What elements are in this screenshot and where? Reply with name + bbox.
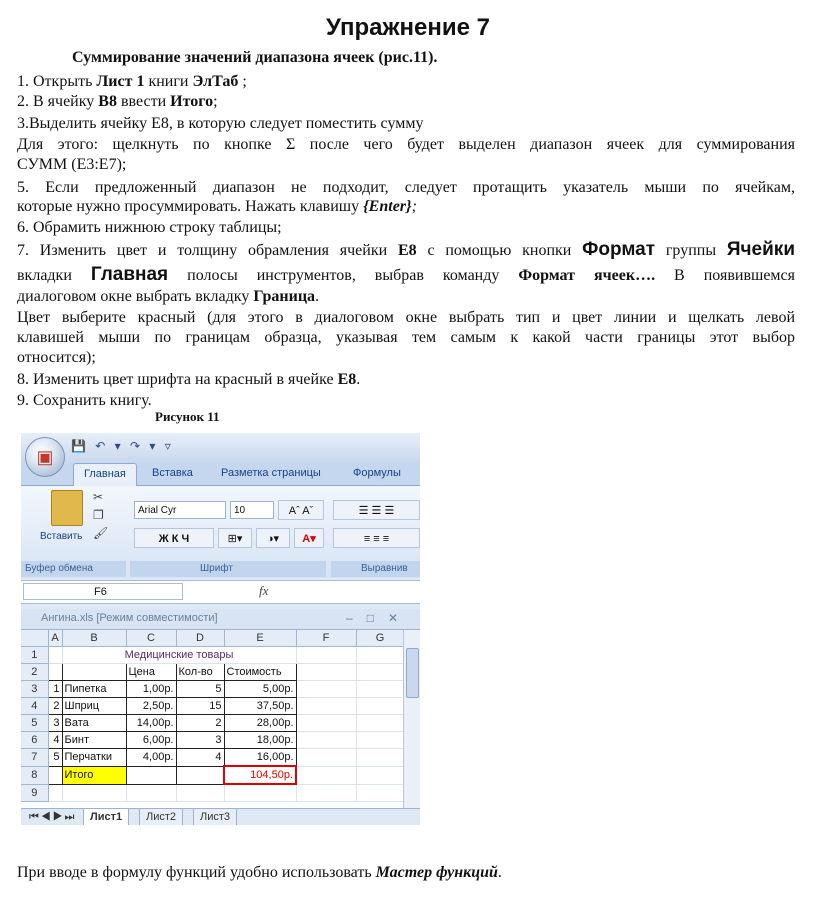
table-row (21, 749, 404, 767)
tab-insert[interactable]: Вставка (152, 467, 193, 479)
step-3-detail-line-2: СУММ (Е3:Е7); (17, 156, 127, 173)
cell[interactable]: 5,00р. (224, 681, 296, 698)
row-header[interactable]: 6 (21, 732, 48, 749)
tab-home[interactable]: Главная (73, 463, 137, 489)
paste-icon[interactable] (51, 490, 83, 526)
total-value-cell[interactable]: 104,50р. (224, 766, 296, 784)
cell[interactable] (356, 664, 404, 681)
fx-icon[interactable]: fx (259, 583, 269, 598)
figure-caption: Рисунок 11 (155, 409, 220, 424)
font-size-select[interactable]: 10 (230, 501, 274, 519)
copy-icon[interactable]: ❐ (93, 508, 104, 522)
footer-note: При вводе в формулу функций удобно использовать Мастер функций. (17, 864, 502, 881)
formula-bar (21, 580, 420, 604)
header-cell[interactable]: Стоимость (224, 664, 296, 681)
ribbon (21, 486, 420, 578)
worksheet[interactable] (21, 630, 420, 808)
cell[interactable] (296, 784, 356, 802)
exercise-title: Упражнение 7 (326, 14, 490, 41)
step-7-color-line-2: клавишей мыши по границам образца, указывая тем самым к какой части границы этот выбор (17, 329, 795, 346)
grow-shrink-font-button[interactable]: Aˆ Aˇ (278, 500, 324, 520)
step-7-line-1: 7. Изменить цвет и толщину обрамления ячейки Е8 с помощью кнопки Формат группы Ячейки (17, 239, 795, 260)
cell[interactable]: Вата (62, 715, 126, 732)
cell[interactable]: 16,00р. (224, 749, 296, 767)
table-row (21, 698, 404, 715)
cell[interactable] (356, 698, 404, 715)
header-cell[interactable]: Кол-во (176, 664, 224, 681)
cell[interactable] (296, 664, 356, 681)
header-cell[interactable]: Цена (126, 664, 176, 681)
cell[interactable] (296, 647, 356, 664)
cell[interactable] (296, 715, 356, 732)
cell[interactable] (356, 749, 404, 767)
cell[interactable] (48, 647, 62, 664)
cell[interactable]: 5 (176, 681, 224, 698)
cell[interactable] (224, 784, 296, 802)
group-clipboard: Буфер обмена (21, 561, 126, 577)
row-header[interactable]: 8 (21, 766, 48, 784)
row-header[interactable]: 4 (21, 698, 48, 715)
table-row (21, 715, 404, 732)
cell[interactable]: Пипетка (62, 681, 126, 698)
cell[interactable]: 28,00р. (224, 715, 296, 732)
row-header[interactable]: 5 (21, 715, 48, 732)
cell[interactable] (176, 784, 224, 802)
format-painter-icon[interactable]: 🖌 (93, 526, 109, 540)
step-8: 8. Изменить цвет шрифта на красный в ячейке Е8. (17, 371, 361, 388)
step-2: 2. В ячейку В8 ввести Итого; (17, 93, 218, 110)
tab-page-layout[interactable]: Разметка страницы (221, 467, 321, 479)
cell[interactable]: 3 (176, 732, 224, 749)
cut-icon[interactable]: ✂ (93, 490, 104, 504)
sheet-tab-1[interactable]: Лист1 (83, 809, 129, 825)
row-header[interactable]: 1 (21, 647, 48, 664)
table-title-cell[interactable]: Медицинские товары (62, 647, 296, 664)
table-row (21, 681, 404, 698)
col-header[interactable]: E (224, 630, 296, 647)
cell[interactable] (356, 732, 404, 749)
cell[interactable] (126, 784, 176, 802)
sheet-tab-2[interactable]: Лист2 (139, 809, 183, 825)
align-top-buttons[interactable]: ☰ ☰ ☰ (333, 500, 420, 520)
font-name-select[interactable]: Arial Cyr (134, 501, 226, 519)
cell[interactable] (48, 766, 62, 784)
borders-icon[interactable]: ⊞▾ (218, 528, 252, 548)
col-header[interactable]: A (48, 630, 62, 647)
cell[interactable] (356, 681, 404, 698)
window-controls[interactable]: –□✕ (346, 611, 412, 625)
cell[interactable]: Перчатки (62, 749, 126, 767)
step-6: 6. Обрамить нижнюю строку таблицы; (17, 219, 282, 236)
cell[interactable]: 14,00р. (126, 715, 176, 732)
cell[interactable] (356, 784, 404, 802)
cell[interactable]: 1 (48, 681, 62, 698)
cell[interactable]: 2,50р. (126, 698, 176, 715)
cell[interactable]: 5 (48, 749, 62, 767)
step-1: 1. Открыть Лист 1 книги ЭлТаб ; (17, 73, 247, 90)
row-header[interactable]: 7 (21, 749, 48, 767)
sheet-tabs (21, 808, 420, 825)
tab-formulas[interactable]: Формулы (353, 467, 401, 479)
name-box[interactable]: F6 (23, 583, 183, 600)
step-7-line-2: вкладки Главная полосы инструментов, выбрав команду Формат ячеек…. В появившемся (17, 264, 796, 285)
row-header[interactable]: 9 (21, 784, 48, 802)
cell[interactable] (296, 681, 356, 698)
cell[interactable] (296, 766, 356, 784)
exercise-subtitle: Суммирование значений диапазона ячеек (рис.11). (72, 49, 438, 66)
row-header[interactable]: 3 (21, 681, 48, 698)
cell[interactable] (296, 749, 356, 767)
font-color-icon[interactable]: A▾ (294, 528, 324, 548)
cell[interactable]: 3 (48, 715, 62, 732)
cell[interactable]: 6,00р. (126, 732, 176, 749)
cell[interactable]: 18,00р. (224, 732, 296, 749)
grid (21, 630, 405, 802)
col-header[interactable]: D (176, 630, 224, 647)
workbook-title: Ангина.xls [Режим совместимости] (41, 612, 218, 624)
total-row (21, 766, 404, 784)
step-7-line-3: диалоговом окне выбрать вкладку Граница. (17, 288, 320, 305)
sheet-tab-3[interactable]: Лист3 (193, 809, 237, 825)
sheet-nav-arrows[interactable]: ⏮◀▶⏭ (29, 811, 77, 823)
vertical-scrollbar[interactable] (403, 630, 420, 808)
cell[interactable]: Бинт (62, 732, 126, 749)
cell[interactable] (48, 664, 62, 681)
step-7-color-line-1: Цвет выберите красный (для этого в диалоговом окне выбрать тип и цвет линии и щелкать левой (17, 309, 795, 326)
cell[interactable]: 2 (48, 698, 62, 715)
cell[interactable] (176, 766, 224, 784)
paste-label[interactable]: Вставить (40, 531, 83, 542)
cell[interactable] (356, 715, 404, 732)
step-7-color-line-3: относится); (17, 349, 96, 366)
cell[interactable]: 4,00р. (126, 749, 176, 767)
group-alignment: Выравнив (331, 561, 420, 577)
cell[interactable]: 2 (176, 715, 224, 732)
fill-color-icon[interactable]: ◑▾ (256, 528, 290, 548)
col-header[interactable]: B (62, 630, 126, 647)
col-header[interactable]: G (356, 630, 404, 647)
cell[interactable]: 4 (176, 749, 224, 767)
row-header[interactable]: 2 (21, 664, 48, 681)
total-label-cell[interactable]: Итого (62, 766, 126, 784)
step-5-line-2: которые нужно просуммировать. Нажать клавишу {Enter}; (17, 198, 417, 215)
cell[interactable] (356, 647, 404, 664)
col-header[interactable]: F (296, 630, 356, 647)
cell[interactable]: 4 (48, 732, 62, 749)
cell[interactable] (62, 664, 126, 681)
cell[interactable] (296, 698, 356, 715)
qat-icons: 💾 ↶ ▾ ↷ ▾ ▿ (71, 439, 174, 453)
step-5-line-1: 5. Если предложенный диапазон не подходит, следует протащить указатель мыши по ячейкам, (17, 179, 795, 196)
group-font: Шрифт (130, 561, 326, 577)
cell[interactable] (356, 766, 404, 784)
quick-access-toolbar (21, 433, 420, 463)
table-row (21, 732, 404, 749)
cell[interactable]: 37,50р. (224, 698, 296, 715)
office-button[interactable]: ▣ (25, 437, 65, 477)
bold-italic-underline-buttons[interactable]: Ж К Ч (134, 528, 214, 548)
step-9: 9. Сохранить книгу. (17, 392, 152, 409)
cell[interactable] (296, 732, 356, 749)
scroll-thumb[interactable] (406, 648, 419, 698)
ribbon-tabs (21, 463, 420, 486)
col-header[interactable]: C (126, 630, 176, 647)
step-3-detail-line-1: Для этого: щелкнуть по кнопке Σ после чего будет выделен диапазон ячеек для суммирования (17, 136, 795, 153)
excel-figure (21, 433, 420, 825)
step-3: 3.Выделить ячейку Е8, в которую следует поместить сумму (17, 115, 424, 132)
select-all[interactable] (21, 630, 48, 647)
align-horizontal-buttons[interactable]: ≡ ≡ ≡ (333, 528, 420, 548)
cell[interactable] (126, 766, 176, 784)
workbook-titlebar (21, 609, 420, 630)
cell[interactable] (48, 784, 62, 802)
cell[interactable]: 1,00р. (126, 681, 176, 698)
cell[interactable]: Шприц (62, 698, 126, 715)
cell[interactable] (62, 784, 126, 802)
cell[interactable]: 15 (176, 698, 224, 715)
